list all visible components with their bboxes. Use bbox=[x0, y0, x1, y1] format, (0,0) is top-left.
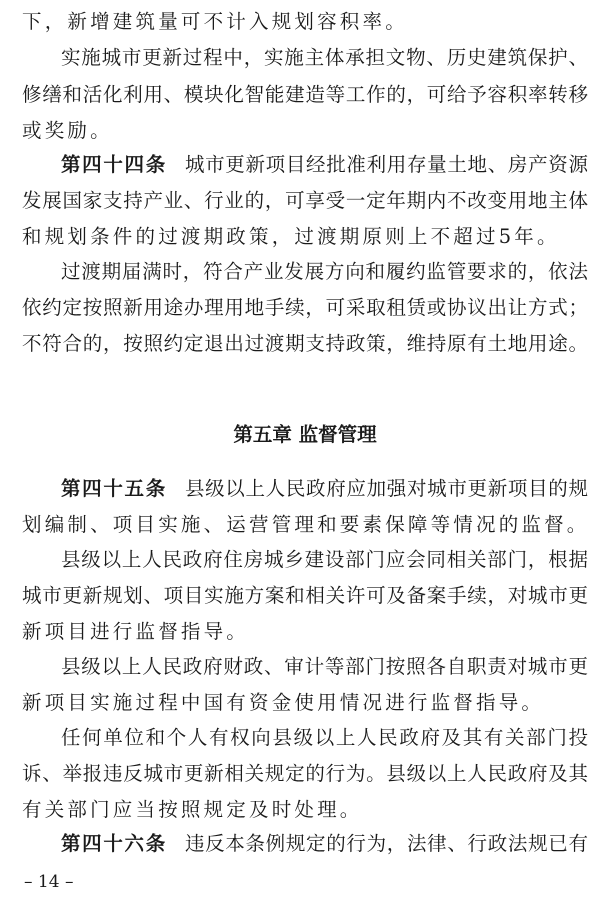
article-number: 第四十六条 bbox=[61, 832, 167, 855]
article-text: 县级以上人民政府应加强对城市更新项目的规 bbox=[184, 477, 588, 500]
article-text: 违反本条例规定的行为，法律、行政法规已有 bbox=[184, 832, 588, 855]
text-line: 或奖励。 bbox=[22, 119, 113, 142]
text-line: 新项目进行监督指导。 bbox=[22, 620, 250, 643]
text-line: 修缮和活化利用、模块化智能建造等工作的，可给予容积率转移 bbox=[22, 83, 588, 106]
article-line bbox=[22, 476, 588, 502]
text-line: 过渡期届满时，符合产业发展方向和履约监管要求的，依法 bbox=[61, 260, 588, 283]
text-line: 县级以上人民政府住房城乡建设部门应会同相关部门，根据 bbox=[61, 548, 588, 571]
text-line: 新项目实施过程中国有资金使用情况进行监督指导。 bbox=[22, 691, 545, 714]
page-number: – 14 – bbox=[24, 872, 74, 892]
text-line: 城市更新规划、项目实施方案和相关许可及备案手续，对城市更 bbox=[22, 584, 588, 607]
article-text: 城市更新项目经批准利用存量土地、房产资源 bbox=[184, 153, 588, 176]
article-number: 第四十四条 bbox=[61, 153, 167, 176]
article-number: 第四十五条 bbox=[61, 477, 167, 500]
text-line: 县级以上人民政府财政、审计等部门按照各自职责对城市更 bbox=[61, 655, 588, 678]
text-line: 不符合的，按照约定退出过渡期支持政策，维持原有土地用途。 bbox=[22, 332, 588, 355]
text-line: 和规划条件的过渡期政策，过渡期原则上不超过5年。 bbox=[22, 225, 560, 248]
text-line: 依约定按照新用途办理用地手续，可采取租赁或协议出让方式； bbox=[22, 296, 588, 319]
text-line: 实施城市更新过程中，实施主体承担文物、历史建筑保护、 bbox=[61, 46, 588, 69]
text-line: 诉、举报违反城市更新相关规定的行为。县级以上人民政府及其 bbox=[22, 762, 588, 785]
text-line: 划编制、项目实施、运营管理和要素保障等情况的监督。 bbox=[22, 513, 590, 536]
text-line: 发展国家支持产业、行业的，可享受一定年期内不改变用地主体 bbox=[22, 189, 588, 212]
article-line bbox=[22, 152, 588, 178]
text-line: 下，新增建筑量可不计入规划容积率。 bbox=[22, 10, 408, 33]
article-line bbox=[22, 831, 588, 857]
text-line: 有关部门应当按照规定及时处理。 bbox=[22, 798, 363, 821]
chapter-title: 第五章 监督管理 bbox=[233, 423, 377, 446]
text-line: 任何单位和个人有权向县级以上人民政府及其有关部门投 bbox=[61, 726, 588, 749]
